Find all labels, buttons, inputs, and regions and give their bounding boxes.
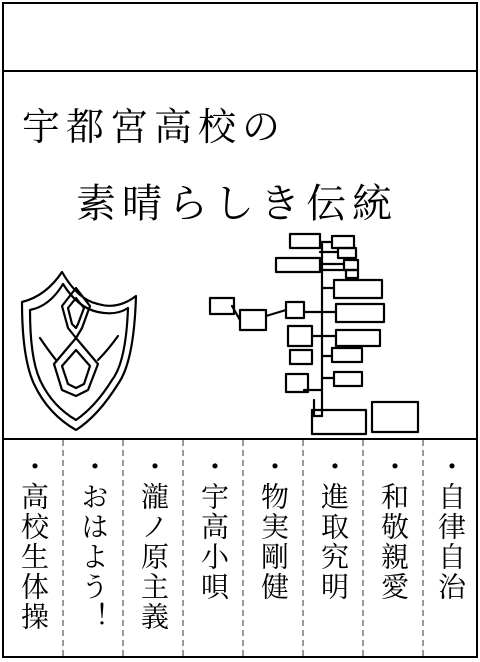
- tradition-item: [304, 440, 364, 656]
- tradition-text: ・高校生体操: [17, 452, 50, 632]
- tradition-item: [364, 440, 424, 656]
- tradition-item: [124, 440, 184, 656]
- tradition-item: [64, 440, 124, 656]
- tradition-item: [4, 440, 64, 656]
- tradition-item: [244, 440, 304, 656]
- tradition-text: ・おはよう！: [77, 452, 110, 632]
- tradition-item: [184, 440, 244, 656]
- traditions-list: [4, 440, 476, 656]
- tradition-item: [424, 440, 476, 656]
- tradition-text: ・進取究明: [317, 452, 350, 602]
- school-crest-icon: [18, 266, 140, 436]
- title-line-1: 宇都宮高校の: [22, 105, 287, 149]
- tradition-text: ・物実剛健: [257, 452, 290, 602]
- tree-diagram: [204, 230, 428, 438]
- tradition-text: ・和敬親愛: [377, 452, 410, 602]
- tradition-text: ・瀧ノ原主義: [137, 452, 170, 632]
- tradition-text: ・宇高小唄: [197, 452, 230, 602]
- tradition-text: ・自律自治: [434, 452, 467, 602]
- empty-header-panel: [4, 4, 476, 72]
- title-line-2: 素晴らしき伝統: [76, 181, 398, 227]
- comic-panel: [2, 2, 478, 658]
